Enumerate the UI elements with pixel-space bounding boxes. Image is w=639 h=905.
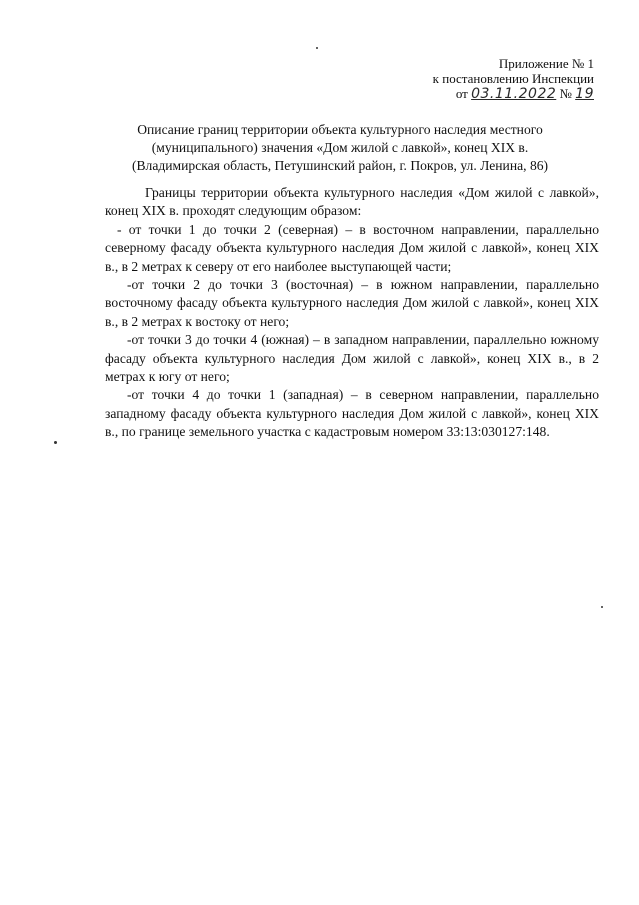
date-prefix: от (455, 86, 468, 101)
scan-speck (316, 47, 318, 49)
appendix-header (334, 57, 594, 102)
title-line-3: (Владимирская область, Петушинский район, г. Покров, ул. Ленина, 86) (131, 158, 549, 173)
title-line-2: (муниципального) значения «Дом жилой с лавкой», конец XIX в. (151, 140, 529, 155)
boundary-segment-south: -от точки 3 до точки 4 (южная) – в западном направлении, параллельно южному фасаду объекта культурного наследия Дом жилой с лавкой», конец XIX в., в 2 метрах к югу от него; (105, 332, 599, 385)
handwritten-number: 19 (575, 86, 594, 102)
appendix-number: Приложение № 1 (498, 56, 594, 71)
boundary-segment-east: -от точки 2 до точки 3 (восточная) – в южном направлении, параллельно восточному фасаду объекта культурного наследия Дом жилой с лавкой», конец XIX в., в 2 метрах к востоку от него; (105, 277, 599, 329)
intro-paragraph: Границы территории объекта культурного наследия «Дом жилой с лавкой», конец XIX в. проходят следующим образом: (105, 185, 599, 219)
title-line-1: Описание границ территории объекта культурного наследия местного (137, 122, 543, 137)
boundary-segment-west: -от точки 4 до точки 1 (западная) – в северном направлении, параллельно западному фасаду объекта культурного наследия Дом жилой с лавкой», конец XIX в., по границе земельного участка с кадастровым номером 33:13:030127:148. (105, 387, 599, 440)
appendix-reference: к постановлению Инспекции (432, 70, 594, 86)
number-prefix: № (559, 86, 572, 101)
document-title (100, 121, 580, 175)
scan-speck (54, 441, 57, 444)
handwritten-date: 03.11.2022 (471, 86, 557, 102)
boundary-segment-north: - от точки 1 до точки 2 (северная) – в восточном направлении, параллельно северному фасаду объекта культурного наследия Дом жилой с лавкой», конец XIX в., в 2 метрах к северу от его наиболее выступающей части; (105, 221, 599, 274)
scan-speck (601, 606, 603, 608)
appendix-date-line (334, 87, 594, 102)
document-body (105, 184, 599, 442)
